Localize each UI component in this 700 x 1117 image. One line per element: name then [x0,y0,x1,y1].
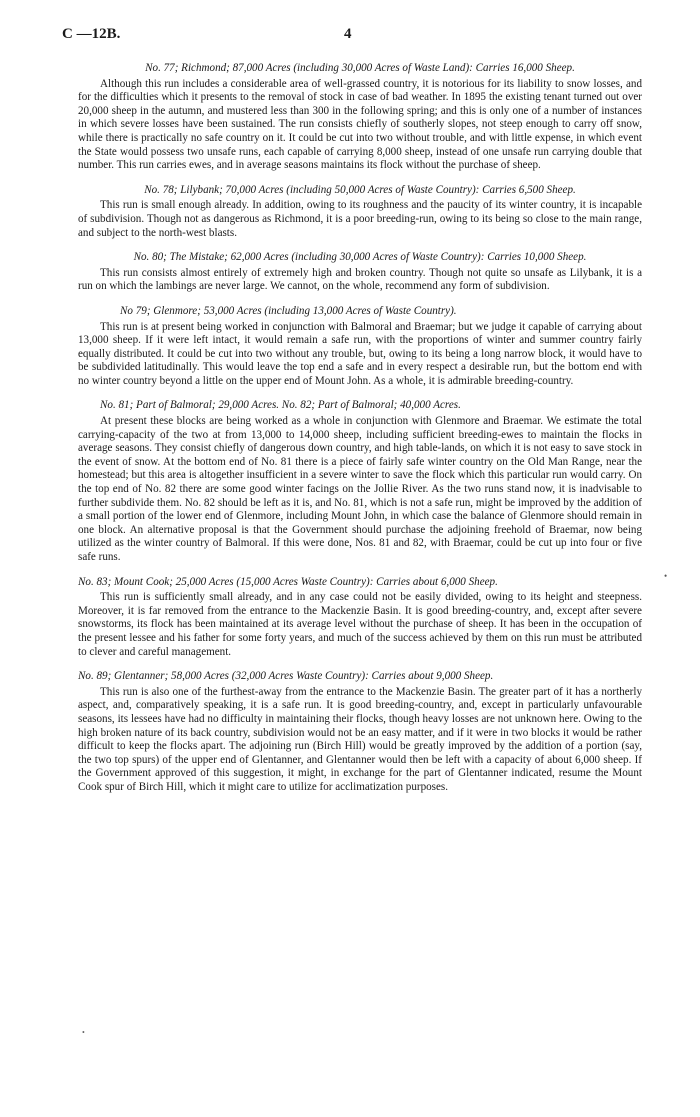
section-paragraph: At present these blocks are being worked as a whole in conjunction with Glenmore and Braemar. We estimate the total carrying-capacity of the two at from 13,000 to 14,000 sheep, including sufficient breeding-ewes to maintain the flocks in average seasons. They consist chiefly of dangerous down country, and high table-lands, on which it is not easy to save stock in the event of snow. At the bottom end of No. 81 there is a piece of fairly safe winter country on the Old Man Range, near the homestead; but this area is altogether insufficient in a severe winter to save the flock which this particular run would carry. On the top end of No. 82 there are some good winter facings on the Jollie River. As the two runs stand now, it is inadvisable to further subdivide them. No. 82 should be left as it is, and No. 81, which is not a safe run, might be improved by the addition of a small portion of the lower end of Glenmore, including Mount John, in which case the balance of Glenmore should remain in one block. An alternative proposal is that the Government should purchase the adjoining freehold of Braemar, now being utilized as the winter country of Balmoral. If this were done, Nos. 81 and 82, with Braemar, could be cut up into four or five safe runs. [78,415,642,563]
margin-dot: • [664,571,668,581]
section-paragraph: This run consists almost entirely of extremely high and broken country. Though not quite so unsafe as Lilybank, it is a run on which the lambings are never large. We cannot, on the whole, recommend any form of subdivision. [78,266,642,293]
section-richmond [78,62,642,173]
section-paragraph: Although this run includes a considerable area of well-grassed country, it is notorious for its liability to snow losses, and for the difficulties which it presents to the removal of stock in case of bad weather. In 1895 the existing tenant turned out over 20,000 sheep in the autumn, and mustered less than 300 in the following spring; and this is only one of a number of instances in which severe losses have been sustained. The run consists chiefly of southerly slopes, not steep enough to carry off snow, while there is practically no safe country on it. It could be cut into two without trouble, and with little expense, in which event the State would possess two unsafe runs, each capable of carrying 8,000 sheep, instead of one unsafe run carrying double that number. This run carries ewes, and in average seasons maintains its flock without the purchase of sheep. [78,77,642,172]
section-glentanner [78,670,642,794]
section-heading: No 79; Glenmore; 53,000 Acres (including 13,000 Acres of Waste Country). [120,304,457,317]
page-header [62,26,642,46]
page-number: 4 [344,26,352,42]
section-heading: No. 80; The Mistake; 62,000 Acres (including 30,000 Acres of Waste Country): Carries 10,000 Sheep. [133,251,587,264]
section-the-mistake [78,251,642,294]
section-paragraph: This run is sufficiently small already, and in any case could not be easily divided, owing to its height and steepness. Moreover, it is far removed from the entrance to the Mackenzie Basin. It is good breeding-country, and, except after severe snowstorms, its flock has been maintained at its average level without the purchase of sheep. It has been in the occupation of the present lessee and his father for some forty years, and much of the success achieved by them on this run must be attributed to clever and careful management. [78,591,642,658]
document-body [78,62,642,806]
section-paragraph: This run is also one of the furthest-away from the entrance to the Mackenzie Basin. The greater part of it has a northerly aspect, and, comparatively speaking, it is a safe run. It is good breeding-country, and, except in particularly unfavourable seasons, its lessees have had no difficulty in maintaining their flocks, though heavy losses are not unknown here. Owing to the high broken nature of its back country, subdivision would not be an easy matter, and if it were in two blocks it would be rather difficult to keep the flocks apart. The adjoining run (Birch Hill) would be greatly improved by the addition of a portion (say, the two top spurs) of the upper end of Glentanner, and Glentanner would then be left with a capacity of about 6,000 sheep. If the Government approved of this suggestion, it might, in exchange for the part of Glentanner indicated, resume the Mount Cook spur of Birch Hill, which it might care to utilize for acclimatization purposes. [78,685,642,793]
section-heading: No. 83; Mount Cook; 25,000 Acres (15,000 Acres Waste Country): Carries about 6,000 Sheep. [78,575,498,588]
section-glenmore [78,305,642,389]
section-heading: No. 89; Glentanner; 58,000 Acres (32,000 Acres Waste Country): Carries about 9,000 Sheep. [78,670,494,683]
section-lilybank [78,184,642,240]
section-balmoral [78,399,642,564]
document-reference: C —12B. [62,26,121,42]
section-mount-cook [78,576,642,660]
section-heading: No. 78; Lilybank; 70,000 Acres (including 50,000 Acres of Waste Country): Carries 6,500 Sheep. [144,183,576,196]
section-heading: No. 81; Part of Balmoral; 29,000 Acres. No. 82; Part of Balmoral; 40,000 Acres. [100,399,461,412]
section-paragraph: This run is at present being worked in conjunction with Balmoral and Braemar; but we judge it capable of carrying about 13,000 sheep. If it were left intact, it would remain a safe run, with the proportions of winter and summer country fairly equally distributed. It could be cut into two without any trouble, but, owing to its being a long narrow block, it would have to be subdivided latitudinally. This would leave the top end a safe and in every respect a desirable run, but the bottom end with no winter country beyond a little on the upper end of Mount John. As a whole, it is admirable breeding-country. [78,320,642,387]
footer-dot: • [82,1028,85,1037]
section-heading: No. 77; Richmond; 87,000 Acres (including 30,000 Acres of Waste Land): Carries 16,000 Sheep. [145,62,575,74]
section-paragraph: This run is small enough already. In addition, owing to its roughness and the paucity of its winter country, it is incapable of subdivision. Though not as dangerous as Richmond, it is a poor breeding-run, owing to its being so close to the main range, and subject to the north-west blasts. [78,199,642,239]
